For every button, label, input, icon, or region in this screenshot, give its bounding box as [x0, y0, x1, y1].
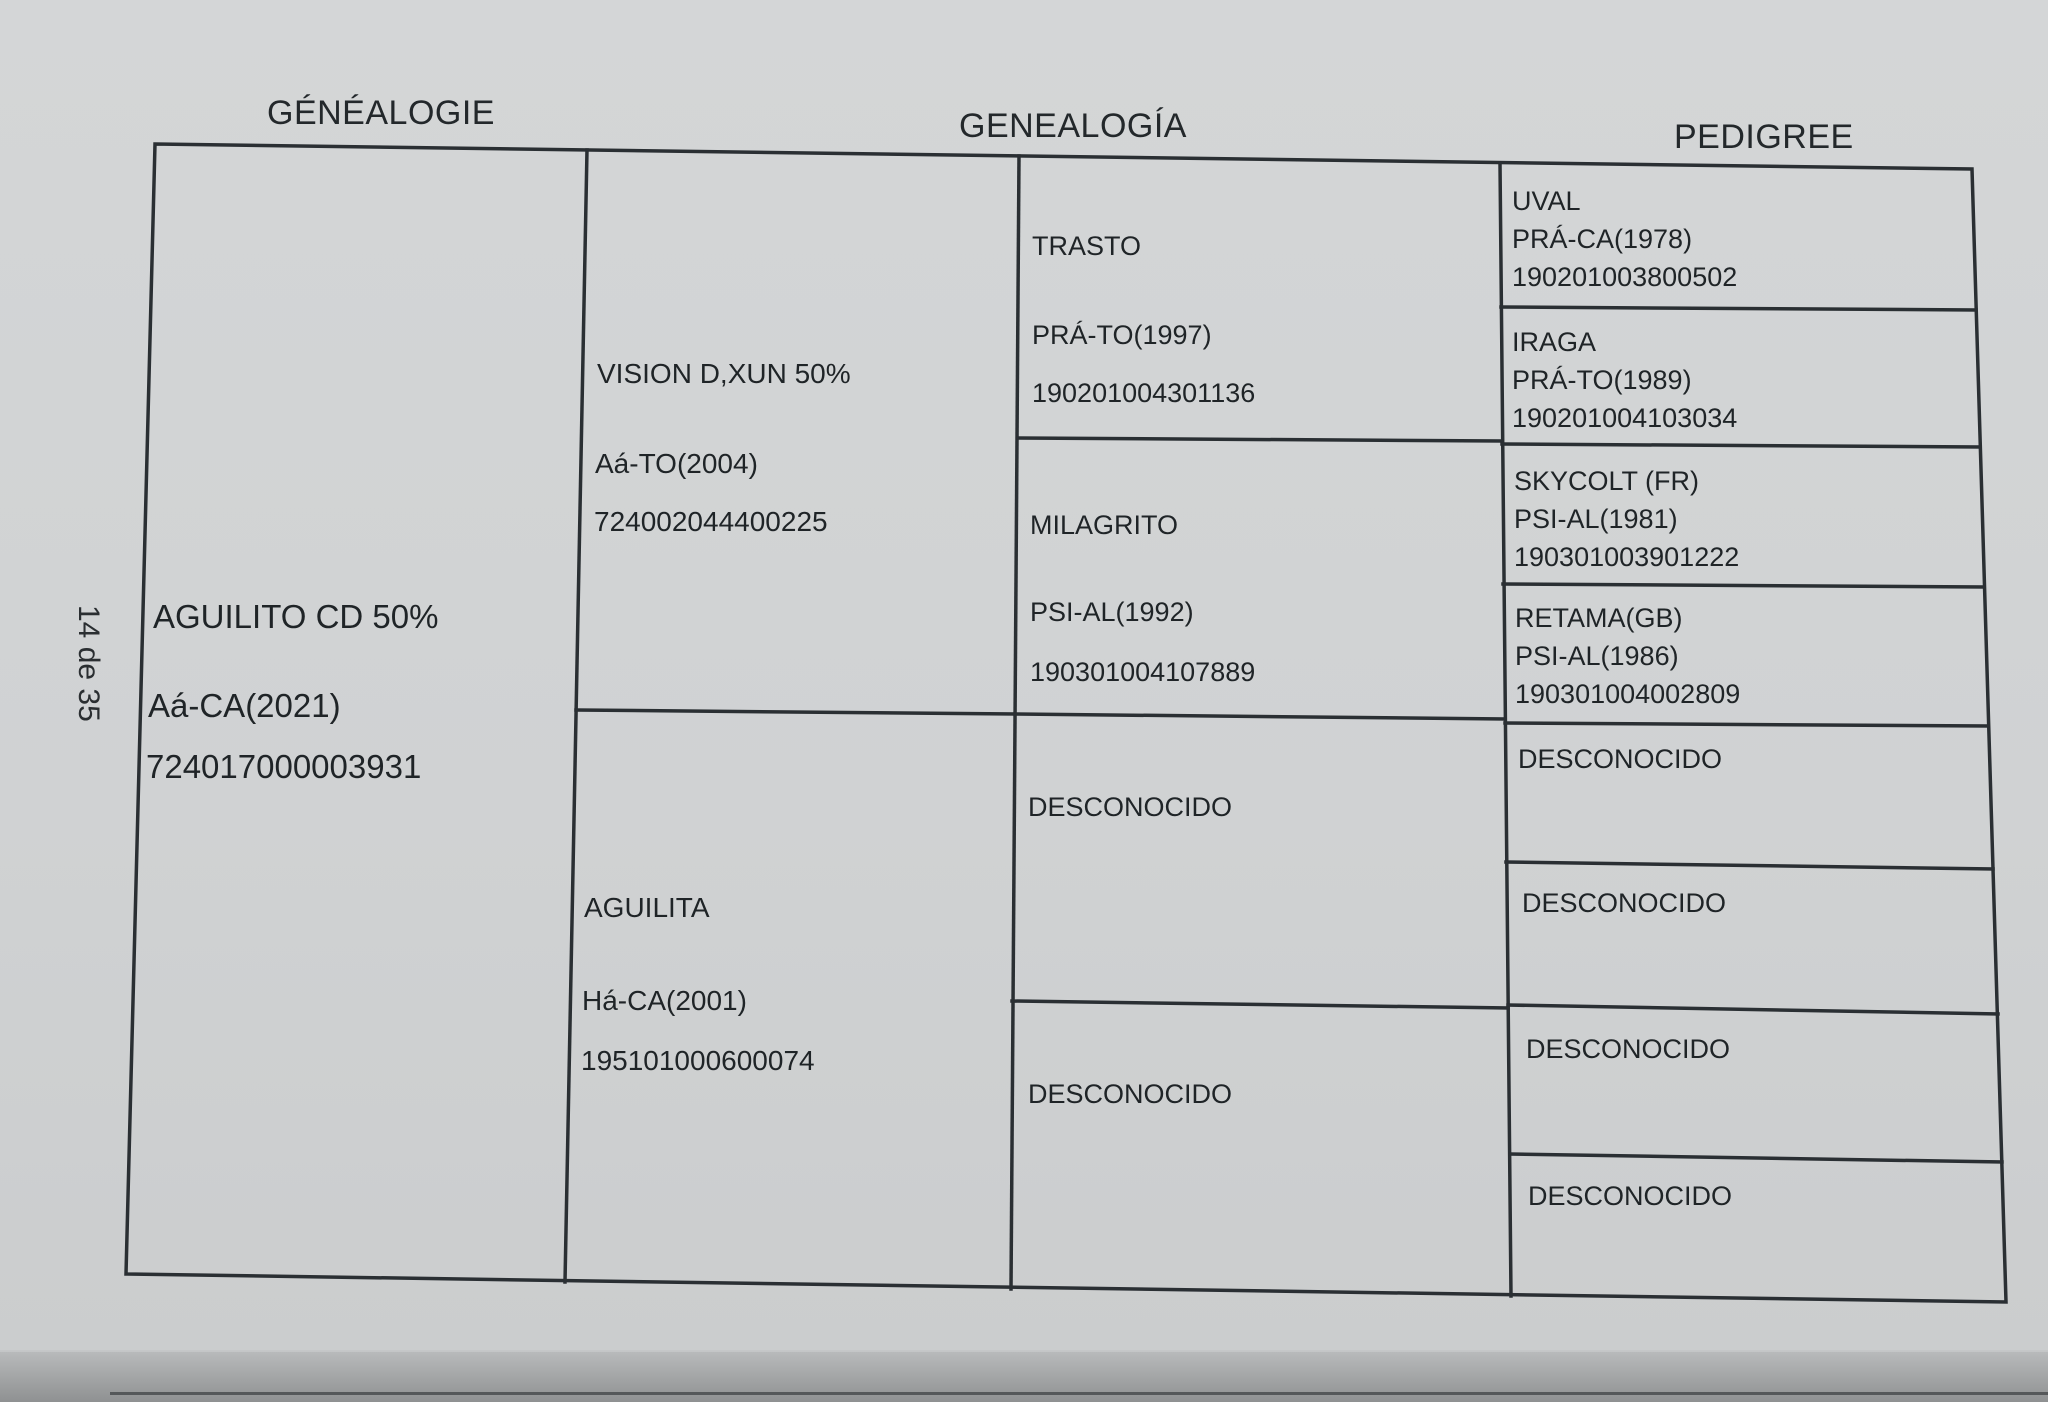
ggp1-breed-year: PRÁ-CA(1978) — [1512, 224, 1693, 254]
ggp1-name: UVAL — [1512, 186, 1581, 216]
divider-ggp-6 — [1508, 1005, 1998, 1014]
gp2-name: MILAGRITO — [1030, 510, 1179, 540]
divider-gp-2 — [1015, 714, 1505, 719]
header-english: PEDIGREE — [1674, 118, 1854, 156]
divider-ggp-3 — [1503, 584, 1984, 587]
divider-ggp-5 — [1506, 862, 1993, 869]
page-number: 14 de 35 — [72, 605, 105, 722]
ggp2-id: 190201004103034 — [1512, 403, 1738, 433]
divider-ggp-7 — [1510, 1154, 2002, 1162]
divider-gp-3 — [1012, 1001, 1508, 1008]
dam-breed-year: Há-CA(2001) — [582, 985, 747, 1016]
ggp2-name: IRAGA — [1512, 327, 1597, 357]
divider-parents — [576, 710, 1015, 714]
dam-name: AGUILITA — [584, 892, 710, 923]
ggp3-name: SKYCOLT (FR) — [1514, 466, 1700, 496]
ggp1-id: 190201003800502 — [1512, 262, 1738, 292]
ggp8-name: DESCONOCIDO — [1528, 1181, 1733, 1211]
gp4-name: DESCONOCIDO — [1028, 1079, 1233, 1109]
divider-ggp-4 — [1505, 723, 1988, 726]
divider-ggp-2 — [1502, 444, 1980, 447]
divider-col3 — [1500, 163, 1511, 1296]
ggp5-name: DESCONOCIDO — [1518, 744, 1723, 774]
divider-ggp-1 — [1501, 307, 1976, 310]
subject-id: 724017000003931 — [146, 748, 422, 785]
header-french: GÉNÉALOGIE — [267, 94, 495, 132]
gp3-name: DESCONOCIDO — [1028, 792, 1233, 822]
divider-col1 — [565, 150, 587, 1282]
subject-name: AGUILITO CD 50% — [153, 598, 439, 635]
ggp3-id: 190301003901222 — [1514, 542, 1740, 572]
ggp3-breed-year: PSI-AL(1981) — [1514, 504, 1678, 534]
divider-col2 — [1011, 156, 1019, 1289]
ggp4-breed-year: PSI-AL(1986) — [1515, 641, 1679, 671]
sire-id: 724002044400225 — [594, 506, 828, 537]
divider-gp-1 — [1018, 438, 1502, 441]
gp1-name: TRASTO — [1032, 231, 1142, 261]
dam-id: 195101000600074 — [581, 1045, 815, 1076]
gp1-breed-year: PRÁ-TO(1997) — [1032, 320, 1212, 350]
ggp4-id: 190301004002809 — [1515, 679, 1741, 709]
ggp4-name: RETAMA(GB) — [1515, 603, 1683, 633]
ggp7-name: DESCONOCIDO — [1526, 1034, 1731, 1064]
gp2-id: 190301004107889 — [1030, 657, 1256, 687]
ggp2-breed-year: PRÁ-TO(1989) — [1512, 365, 1692, 395]
gp1-id: 190201004301136 — [1032, 378, 1256, 408]
sire-name: VISION D,XUN 50% — [597, 358, 851, 389]
sire-breed-year: Aá-TO(2004) — [595, 448, 758, 479]
gp2-breed-year: PSI-AL(1992) — [1030, 597, 1194, 627]
header-spanish: GENEALOGÍA — [959, 107, 1187, 145]
ggp6-name: DESCONOCIDO — [1522, 888, 1727, 918]
subject-breed-year: Aá-CA(2021) — [148, 687, 341, 724]
